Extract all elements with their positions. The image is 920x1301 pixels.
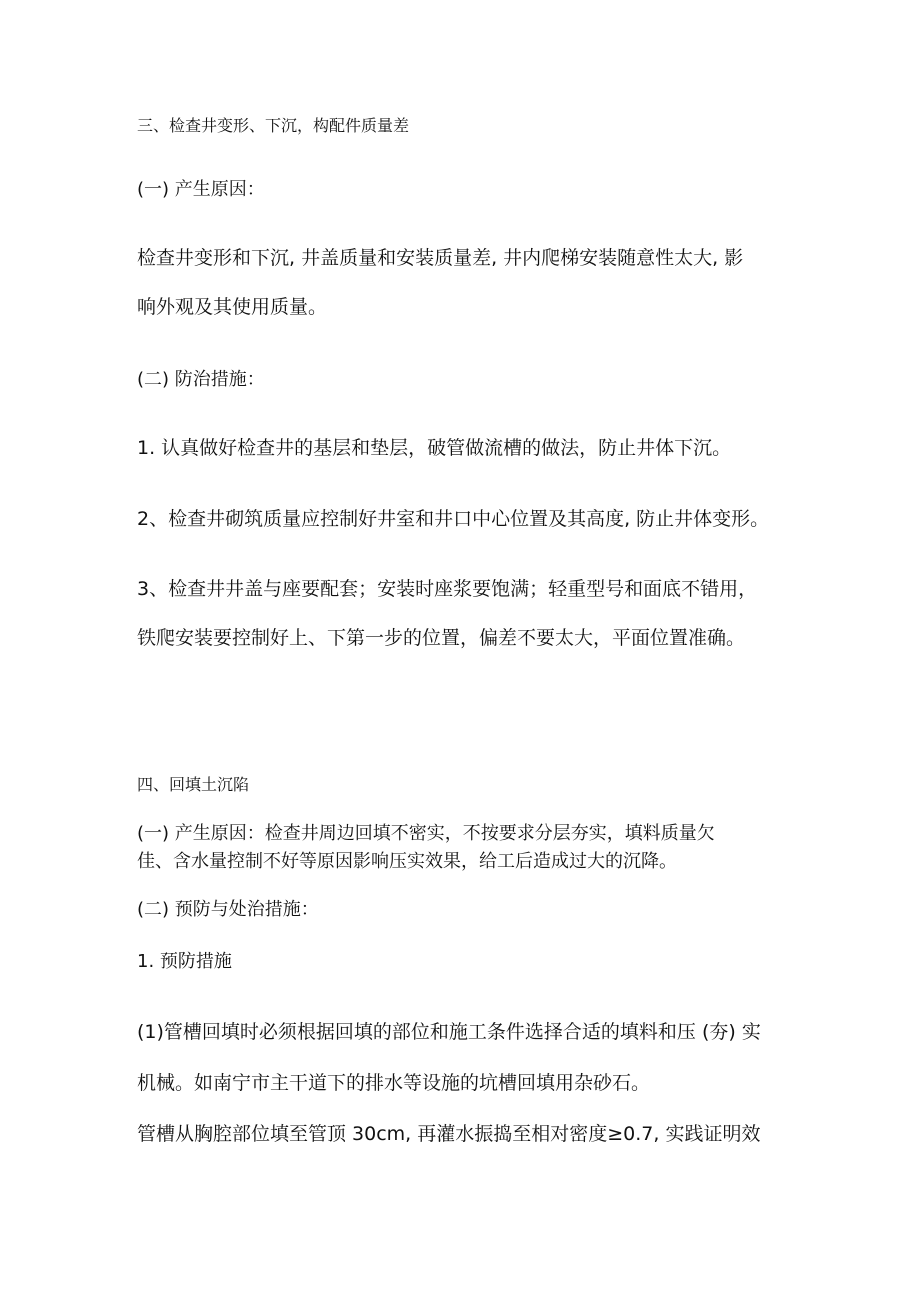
section3-measure-3-line-1: 3、检查井井盖与座要配套；安装时座浆要饱满；轻重型号和面底不错用，: [137, 578, 758, 600]
section3-measure-3-line-2: 铁爬安装要控制好上、下第一步的位置，偏差不要太大，平面位置准确。: [137, 627, 746, 649]
section3-measure-2: 2、检查井砌筑质量应控制好井室和井口中心位置及其高度, 防止井体变形。: [137, 508, 770, 530]
section4-item-1-line-1: (1)管槽回填时必须根据回填的部位和施工条件选择合适的填料和压 (夯) 实: [137, 1021, 761, 1043]
section4-item-1-line-3: 管槽从胸腔部位填至管顶 30cm, 再灌水振捣至相对密度≥0.7, 实践证明效: [137, 1123, 761, 1145]
section4-prevention-heading: 1. 预防措施: [137, 951, 232, 972]
section4-measures-heading: (二) 预防与处治措施：: [137, 899, 319, 920]
section3-heading: 三、检查井变形、下沉，构配件质量差: [137, 116, 410, 135]
section4-item-1-line-2: 机械。如南宁市主干道下的排水等设施的坑槽回填用杂砂石。: [137, 1072, 651, 1094]
section3-measure-1: 1. 认真做好检查井的基层和垫层，破管做流槽的做法，防止井体下沉。: [137, 437, 732, 459]
section3-measures-heading: (二) 防治措施：: [137, 369, 265, 390]
section4-cause-line-1: (一) 产生原因：检查井周边回填不密实，不按要求分层夯实，填料质量欠: [137, 823, 715, 844]
section3-cause-heading: (一) 产生原因：: [137, 179, 265, 200]
section3-cause-line-1: 检查井变形和下沉, 井盖质量和安装质量差, 井内爬梯安装随意性太大, 影: [137, 247, 744, 269]
section4-heading: 四、回填土沉陷: [137, 775, 250, 794]
section3-cause-line-2: 响外观及其使用质量。: [137, 296, 328, 318]
section4-cause-line-2: 佳、含水量控制不好等原因影响压实效果，给工后造成过大的沉降。: [137, 851, 677, 872]
